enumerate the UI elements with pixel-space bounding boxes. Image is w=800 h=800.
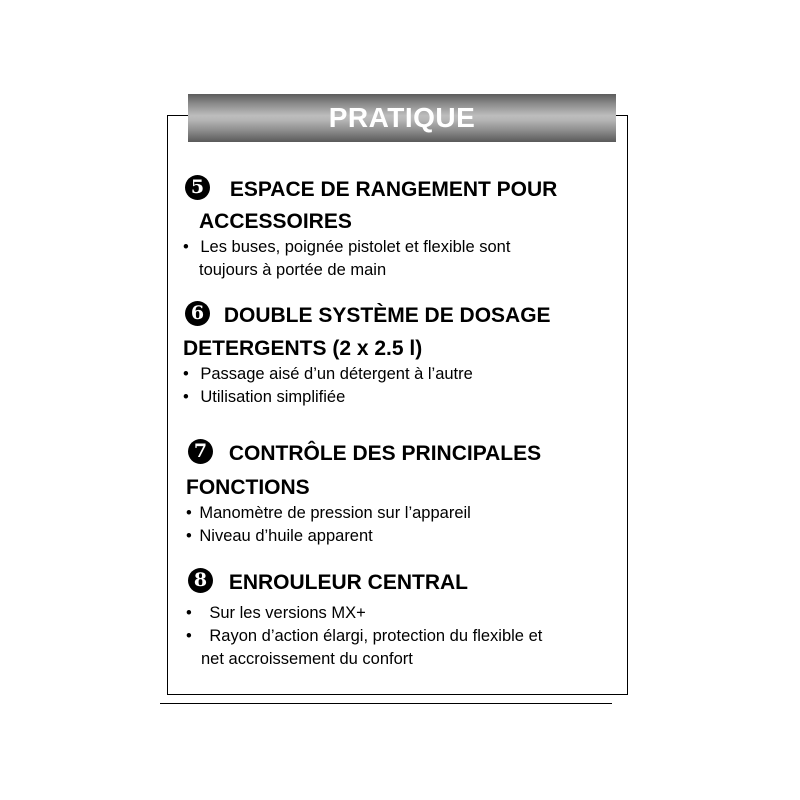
section-6-title-line1: DOUBLE SYSTÈME DE DOSAGE <box>223 304 551 327</box>
bullet-icon: • <box>186 504 192 522</box>
bullet-icon: • <box>183 365 189 383</box>
section-6-bullet-1 <box>183 363 473 385</box>
number-8-icon: 8 <box>188 568 213 593</box>
number-5-icon: 5 <box>185 175 210 200</box>
section-5-bullet <box>183 236 510 258</box>
section-6-heading <box>185 300 551 332</box>
section-5-bullet-text: Les buses, poignée pistolet et flexible sont <box>200 238 511 256</box>
section-5-heading <box>185 174 557 206</box>
bullet-icon: • <box>186 627 192 645</box>
section-6-title-line2: DETERGENTS (2 x 2.5 l) <box>183 337 423 360</box>
section-7-bullet-2-text: Niveau d’huile apparent <box>199 527 373 545</box>
banner <box>188 94 616 142</box>
number-6-icon: 6 <box>185 301 210 326</box>
bullet-icon: • <box>186 527 192 545</box>
section-7-bullet-2 <box>186 525 373 547</box>
section-7-title-line2: FONCTIONS <box>186 476 310 499</box>
section-5-title-line1: ESPACE DE RANGEMENT POUR <box>229 178 558 201</box>
section-7-bullet-1-text: Manomètre de pression sur l’appareil <box>199 504 471 522</box>
section-7-title-line1: CONTRÔLE DES PRINCIPALES <box>228 442 542 465</box>
banner-title: PRATIQUE <box>328 102 476 133</box>
bullet-icon: • <box>183 238 189 256</box>
section-5-title-line2: ACCESSOIRES <box>199 210 352 233</box>
bullet-icon: • <box>186 604 192 622</box>
section-8-bullet-1 <box>186 602 366 624</box>
bullet-icon: • <box>183 388 189 406</box>
number-7-icon: 7 <box>188 439 213 464</box>
section-6-bullet-2-text: Utilisation simplifiée <box>200 388 346 406</box>
section-7-heading <box>188 438 541 470</box>
section-8-bullet-2-text: Rayon d’action élargi, protection du flexible et <box>209 627 543 645</box>
bottom-rule <box>160 703 612 704</box>
section-8-title: ENROULEUR CENTRAL <box>228 571 469 594</box>
section-8-bullet-2-continued: net accroissement du confort <box>201 650 413 668</box>
section-8-bullet-2 <box>186 625 542 647</box>
section-7-bullet-1 <box>186 502 471 524</box>
section-8-bullet-1-text: Sur les versions MX+ <box>209 604 366 622</box>
section-6-bullet-2 <box>183 386 345 408</box>
section-6-bullet-1-text: Passage aisé d’un détergent à l’autre <box>200 365 473 383</box>
section-8-heading <box>188 567 468 599</box>
section-5-bullet-continued: toujours à portée de main <box>199 261 387 279</box>
